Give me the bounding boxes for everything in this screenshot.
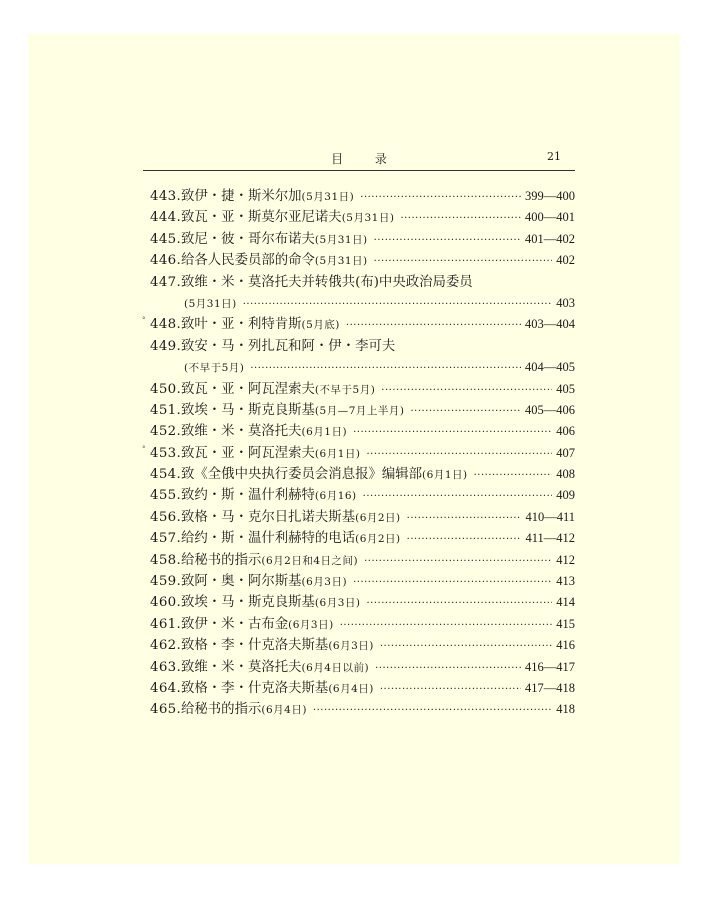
entry-number: 464.: [150, 680, 182, 696]
entry-number: 447.: [150, 274, 182, 290]
entry-pages: 410—411: [525, 509, 575, 524]
toc-entry: [150, 250, 575, 271]
entry-date-note: (6月2日): [355, 511, 401, 524]
entry-date-note: (6月2日和4日之间): [261, 554, 359, 567]
entry-date-note: (6月3日): [328, 640, 374, 653]
entry-number: 453.: [150, 445, 182, 461]
entry-number: 456.: [150, 509, 182, 525]
entry-number: 446.: [150, 253, 182, 269]
entry-number: 457.: [150, 531, 182, 547]
entry-title: 致埃・马・斯克良斯基: [181, 402, 315, 418]
entry-date-note: (5月31日): [341, 212, 395, 225]
toc-entry: [142, 314, 575, 335]
entry-number: 465.: [150, 702, 182, 718]
toc-entry: [150, 571, 575, 592]
entry-date-note: (6月1日): [301, 426, 348, 439]
dot-leader: [407, 508, 522, 529]
entry-title: 致瓦・亚・阿瓦涅索夫: [181, 381, 315, 397]
entry-date-note: (5月—7月上半月): [314, 404, 405, 417]
entry-title: 致叶・亚・利特肯斯: [181, 317, 302, 333]
entry-title: 致格・李・什克洛夫斯基: [181, 680, 329, 696]
entry-pages: 413: [556, 574, 575, 589]
toc-entry: [150, 485, 575, 506]
entry-title: 致瓦・亚・斯莫尔亚尼诺夫: [181, 210, 342, 226]
entry-number: 455.: [150, 488, 182, 504]
dot-leader: [400, 208, 521, 229]
entry-number: 452.: [150, 424, 182, 440]
dot-leader: [250, 358, 521, 379]
toc-entry: [150, 592, 575, 613]
toc-entry: [150, 678, 575, 699]
entry-pages: 403—404: [525, 317, 575, 332]
entry-date-note: (不早于5月): [184, 362, 245, 375]
entry-pages: 401—402: [525, 231, 575, 246]
entry-number: 450.: [150, 381, 182, 397]
toc-entry: [150, 272, 575, 315]
entry-date-note: (5月31日): [314, 233, 368, 246]
entry-date-note: (6月16): [314, 490, 357, 503]
entry-title: 致尼・彼・哥尔布诺夫: [181, 231, 315, 247]
dot-leader: [380, 679, 521, 700]
margin-mark: °: [142, 444, 146, 453]
dot-leader: [313, 700, 552, 721]
entry-pages: 415: [556, 616, 575, 631]
dot-leader: [364, 551, 552, 572]
table-of-contents: [142, 186, 575, 721]
dot-leader: [410, 401, 521, 422]
toc-entry: [150, 421, 575, 442]
toc-entry: [150, 229, 575, 250]
entry-date-note: (6月3日): [314, 597, 361, 610]
toc-entry: [150, 699, 575, 720]
page-header: [143, 146, 575, 171]
toc-entry: [150, 336, 575, 379]
entry-date-note: (6月3日): [288, 618, 334, 631]
dot-leader: [346, 315, 521, 336]
entry-pages: 400—401: [525, 210, 575, 225]
entry-pages: 414: [556, 595, 575, 610]
entry-title: 致格・李・什克洛夫斯基: [181, 638, 329, 654]
entry-date-note: (5月31日): [301, 191, 355, 203]
toc-entry: [150, 614, 575, 635]
dot-leader: [363, 486, 553, 507]
entry-date-note: (6月4日): [261, 704, 307, 717]
entry-title: 给各人民委员部的命令: [181, 253, 315, 269]
entry-title: 致约・斯・温什利赫特: [181, 488, 315, 504]
entry-number: 448.: [150, 317, 182, 333]
dot-leader: [374, 230, 521, 251]
entry-pages: 404—405: [525, 360, 575, 375]
entry-pages: 408: [556, 467, 575, 482]
entry-title: 致阿・奥・阿尔斯基: [181, 574, 302, 590]
entry-number: 454.: [150, 467, 182, 483]
entry-pages: 417—418: [525, 680, 575, 695]
dot-leader: [353, 422, 552, 443]
dot-leader: [366, 593, 552, 614]
dot-leader: [366, 444, 552, 465]
toc-entry: [142, 443, 575, 464]
entry-pages: 407: [556, 445, 575, 460]
dot-leader: [243, 294, 553, 315]
dot-leader: [353, 572, 552, 593]
entry-title: 致维・米・莫洛托夫: [181, 659, 302, 675]
dot-leader: [380, 636, 552, 657]
dot-leader: [375, 658, 521, 679]
entry-number: 443.: [150, 189, 182, 204]
toc-entry: [150, 207, 575, 228]
dot-leader: [340, 615, 553, 636]
entry-title: 给秘书的指示: [181, 702, 262, 718]
entry-date-note: (5月底): [301, 319, 340, 332]
toc-entry: [150, 635, 575, 656]
entry-pages: 418: [556, 702, 575, 717]
toc-entry: [150, 528, 575, 549]
dot-leader: [374, 251, 553, 272]
entry-title: 致瓦・亚・阿瓦涅索夫: [181, 445, 315, 461]
entry-pages: 405: [556, 381, 575, 396]
entry-title: 致维・米・莫洛托夫并转俄共(布)中央政治局委员: [181, 274, 473, 290]
entry-date-note: (5月31日): [184, 297, 237, 310]
entry-date-note: (6月2日): [355, 533, 401, 546]
entry-number: 449.: [150, 338, 182, 354]
entry-title: 致维・米・莫洛托夫: [181, 424, 302, 440]
entry-date-note: (6月4日): [328, 682, 374, 695]
entry-title: 致伊・米・古布金: [181, 616, 289, 632]
dot-leader: [360, 187, 521, 208]
entry-pages: 416—417: [525, 659, 575, 674]
entry-date-note: (不早于5月): [314, 383, 376, 396]
entry-pages: 409: [556, 488, 575, 503]
margin-mark: °: [142, 316, 146, 325]
entry-number: 461.: [150, 616, 182, 632]
entry-pages: 399—400: [525, 189, 575, 203]
entry-title: 致埃・马・斯克良斯基: [181, 595, 315, 611]
toc-entry: [150, 464, 575, 485]
entry-number: 460.: [150, 595, 182, 611]
entry-pages: 402: [556, 253, 575, 268]
dot-leader: [474, 465, 553, 486]
entry-number: 462.: [150, 638, 182, 654]
entry-number: 458.: [150, 552, 182, 568]
entry-number: 463.: [150, 659, 182, 675]
entry-pages: 416: [556, 638, 575, 653]
entry-title: 给约・斯・温什利赫特的电话: [181, 531, 356, 547]
header-page-number: 21: [547, 150, 561, 163]
toc-entry: [150, 550, 575, 571]
entry-date-note: (6月1日): [314, 447, 361, 460]
dot-leader: [407, 529, 522, 550]
header-title: 目 录: [331, 152, 401, 166]
toc-entry: [150, 400, 575, 421]
entry-pages: 406: [556, 424, 575, 439]
entry-pages: 412: [556, 552, 575, 567]
entry-number: 445.: [150, 231, 182, 247]
entry-pages: 411—412: [525, 531, 575, 546]
toc-entry: [150, 379, 575, 400]
toc-entry: [150, 657, 575, 678]
dot-leader: [381, 380, 552, 401]
toc-entry: [150, 186, 575, 207]
entry-title: 致安・马・列扎瓦和阿・伊・李可夫: [181, 338, 396, 354]
entry-title: 给秘书的指示: [181, 552, 262, 568]
entry-date-note: (6月4日以前): [301, 661, 370, 674]
entry-pages: 405—406: [525, 402, 575, 417]
entry-number: 459.: [150, 574, 182, 590]
entry-title: 致《全俄中央执行委员会消息报》编辑部: [181, 467, 423, 483]
entry-number: 444.: [150, 210, 182, 226]
entry-pages: 403: [556, 295, 575, 310]
entry-date-note: (6月3日): [301, 576, 348, 589]
entry-title: 致格・马・克尔日扎诺夫斯基: [181, 509, 356, 525]
entry-number: 451.: [150, 402, 182, 418]
entry-date-note: (6月1日): [422, 469, 468, 482]
entry-date-note: (5月31日): [314, 255, 368, 268]
toc-entry: [150, 507, 575, 528]
entry-title: 致伊・捷・斯米尔加: [181, 189, 302, 204]
